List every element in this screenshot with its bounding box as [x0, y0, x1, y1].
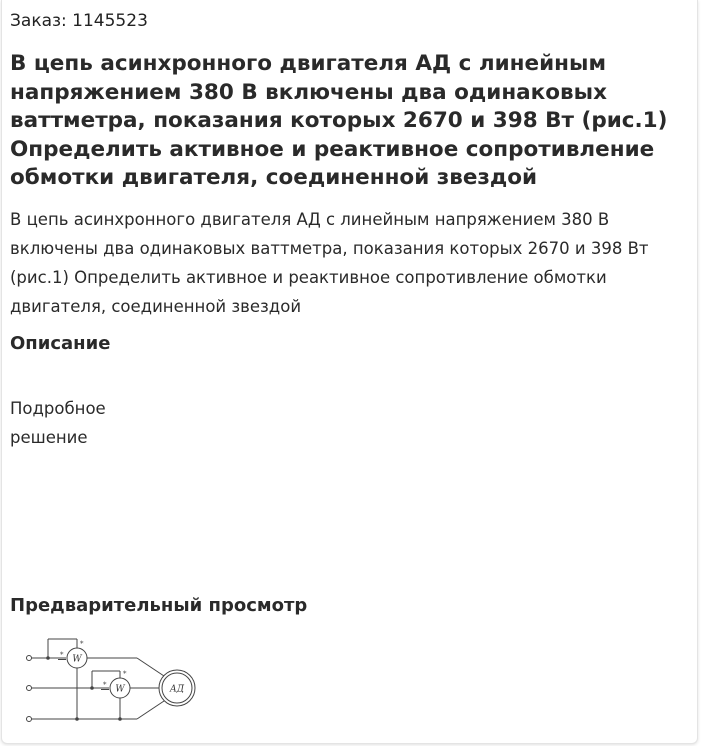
star-mark-4: * [123, 670, 127, 678]
solution-text: Подробное решение [10, 399, 106, 447]
page-title: В цепь асинхронного двигателя АД с линейным напряжением 380 В включены два одинаковых ваттметра, показания которых 2670 и 398 Вт (рис.1) Определить активное и реактивное сопротивление обмотки двигателя, соединенной звездой [10, 51, 668, 190]
task-description: В цепь асинхронного двигателя АД с линейным напряжением 380 В включены два одинаковых ваттметра, показания которых 2670 и 398 Вт (рис.1) Определить активное и реактивное сопротивление обмотки двигателя, соединенной звездой [10, 210, 649, 316]
order-card [1, 0, 698, 744]
star-mark-1: * [60, 651, 64, 659]
wattmeter-2-label: W [115, 684, 125, 695]
description-heading: Описание [10, 333, 111, 354]
star-mark-2: * [80, 640, 84, 648]
preview-heading: Предварительный просмотр [10, 595, 308, 616]
preview-image [22, 628, 212, 728]
order-number: Заказ: 1145523 [10, 11, 148, 31]
wattmeter-1-label: W [72, 654, 82, 665]
motor-label: АД [169, 684, 185, 695]
circuit-diagram [22, 628, 212, 728]
star-mark-3: * [103, 681, 107, 689]
